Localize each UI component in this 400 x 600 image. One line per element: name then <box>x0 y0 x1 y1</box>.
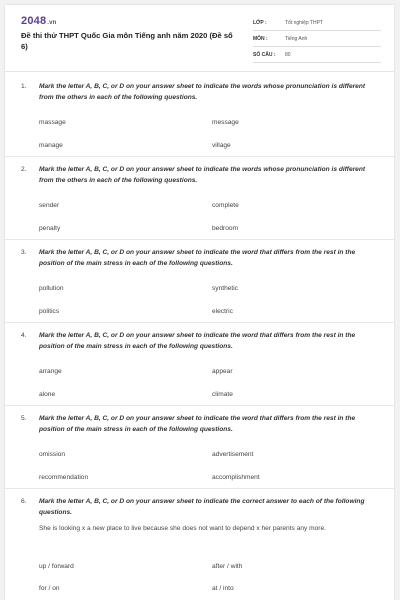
option-a[interactable]: massage <box>39 119 66 126</box>
exam-page <box>5 5 394 600</box>
question-divider <box>5 239 394 240</box>
option-d[interactable]: climate <box>212 391 233 398</box>
option-c[interactable]: penalty <box>39 225 61 232</box>
option-c[interactable]: alone <box>39 391 56 398</box>
question-number: 5. <box>21 415 27 422</box>
option-b[interactable]: appear <box>212 368 233 375</box>
exam-header <box>5 5 394 72</box>
question-number: 3. <box>21 249 27 256</box>
option-a[interactable]: pollution <box>39 285 64 292</box>
question-divider <box>5 322 394 323</box>
question-divider <box>5 156 394 157</box>
logo-tld: .vn <box>47 20 57 26</box>
option-b[interactable]: advertisement <box>212 451 254 458</box>
question-number: 1. <box>21 83 27 90</box>
question-stem: She is looking x a new place to live because she does not want to depend x her parents any more. <box>39 525 327 532</box>
meta-row-subject <box>253 31 381 47</box>
question-number: 6. <box>21 498 27 505</box>
question-instruction: Mark the letter A, B, C, or D on your answer sheet to indicate the word that differs from the rest in the position of the main stress in each of the following questions. <box>39 415 356 433</box>
option-b[interactable]: complete <box>212 202 239 209</box>
question-instruction: Mark the letter A, B, C, or D on your answer sheet to indicate the word that differs from the rest in the position of the main stress in each of the following questions. <box>39 332 356 350</box>
question-divider <box>5 405 394 406</box>
meta-label: MÔN : <box>253 35 268 42</box>
option-d[interactable]: village <box>212 142 231 149</box>
logo-text: 2048 <box>21 15 47 27</box>
option-a[interactable]: sender <box>39 202 60 209</box>
option-c[interactable]: politics <box>39 308 60 315</box>
option-c[interactable]: manage <box>39 142 63 149</box>
question-divider <box>5 488 394 489</box>
option-d[interactable]: accomplishment <box>212 474 260 481</box>
meta-label: SỐ CÂU : <box>253 51 276 58</box>
meta-value: 80 <box>285 51 291 58</box>
option-b[interactable]: after / with <box>212 563 243 570</box>
option-d[interactable]: bedroom <box>212 225 239 232</box>
meta-row-class <box>253 15 381 31</box>
question-instruction: Mark the letter A, B, C, or D on your answer sheet to indicate the words whose pronunciation is different from the others in each of the following questions. <box>39 83 366 101</box>
meta-value: Tốt nghiệp THPT <box>285 19 323 26</box>
exam-title: Đề thi thử THPT Quốc Gia môn Tiếng anh năm 2020 (Đề số 6) <box>21 31 233 51</box>
option-a[interactable]: omission <box>39 451 66 458</box>
meta-value: Tiếng Anh <box>285 35 308 42</box>
question-instruction: Mark the letter A, B, C, or D on your answer sheet to indicate the correct answer to each of the following questions. <box>39 498 365 516</box>
option-b[interactable]: synthetic <box>212 285 239 292</box>
question-number: 4. <box>21 332 27 339</box>
option-d[interactable]: at / into <box>212 585 234 592</box>
site-logo[interactable] <box>21 15 57 27</box>
exam-meta <box>253 15 381 63</box>
meta-label: LỚP : <box>253 19 267 26</box>
question-instruction: Mark the letter A, B, C, or D on your answer sheet to indicate the word that differs from the rest in the position of the main stress in each of the following questions. <box>39 249 356 267</box>
option-c[interactable]: for / on <box>39 585 60 592</box>
question-instruction: Mark the letter A, B, C, or D on your answer sheet to indicate the words whose pronunciation is different from the others in each of the following questions. <box>39 166 366 184</box>
option-d[interactable]: electric <box>212 308 233 315</box>
option-a[interactable]: up / forward <box>39 563 74 570</box>
option-b[interactable]: message <box>212 119 239 126</box>
option-a[interactable]: arrange <box>39 368 62 375</box>
question-number: 2. <box>21 166 27 173</box>
option-c[interactable]: recommendation <box>39 474 89 481</box>
meta-row-question-count <box>253 47 381 63</box>
